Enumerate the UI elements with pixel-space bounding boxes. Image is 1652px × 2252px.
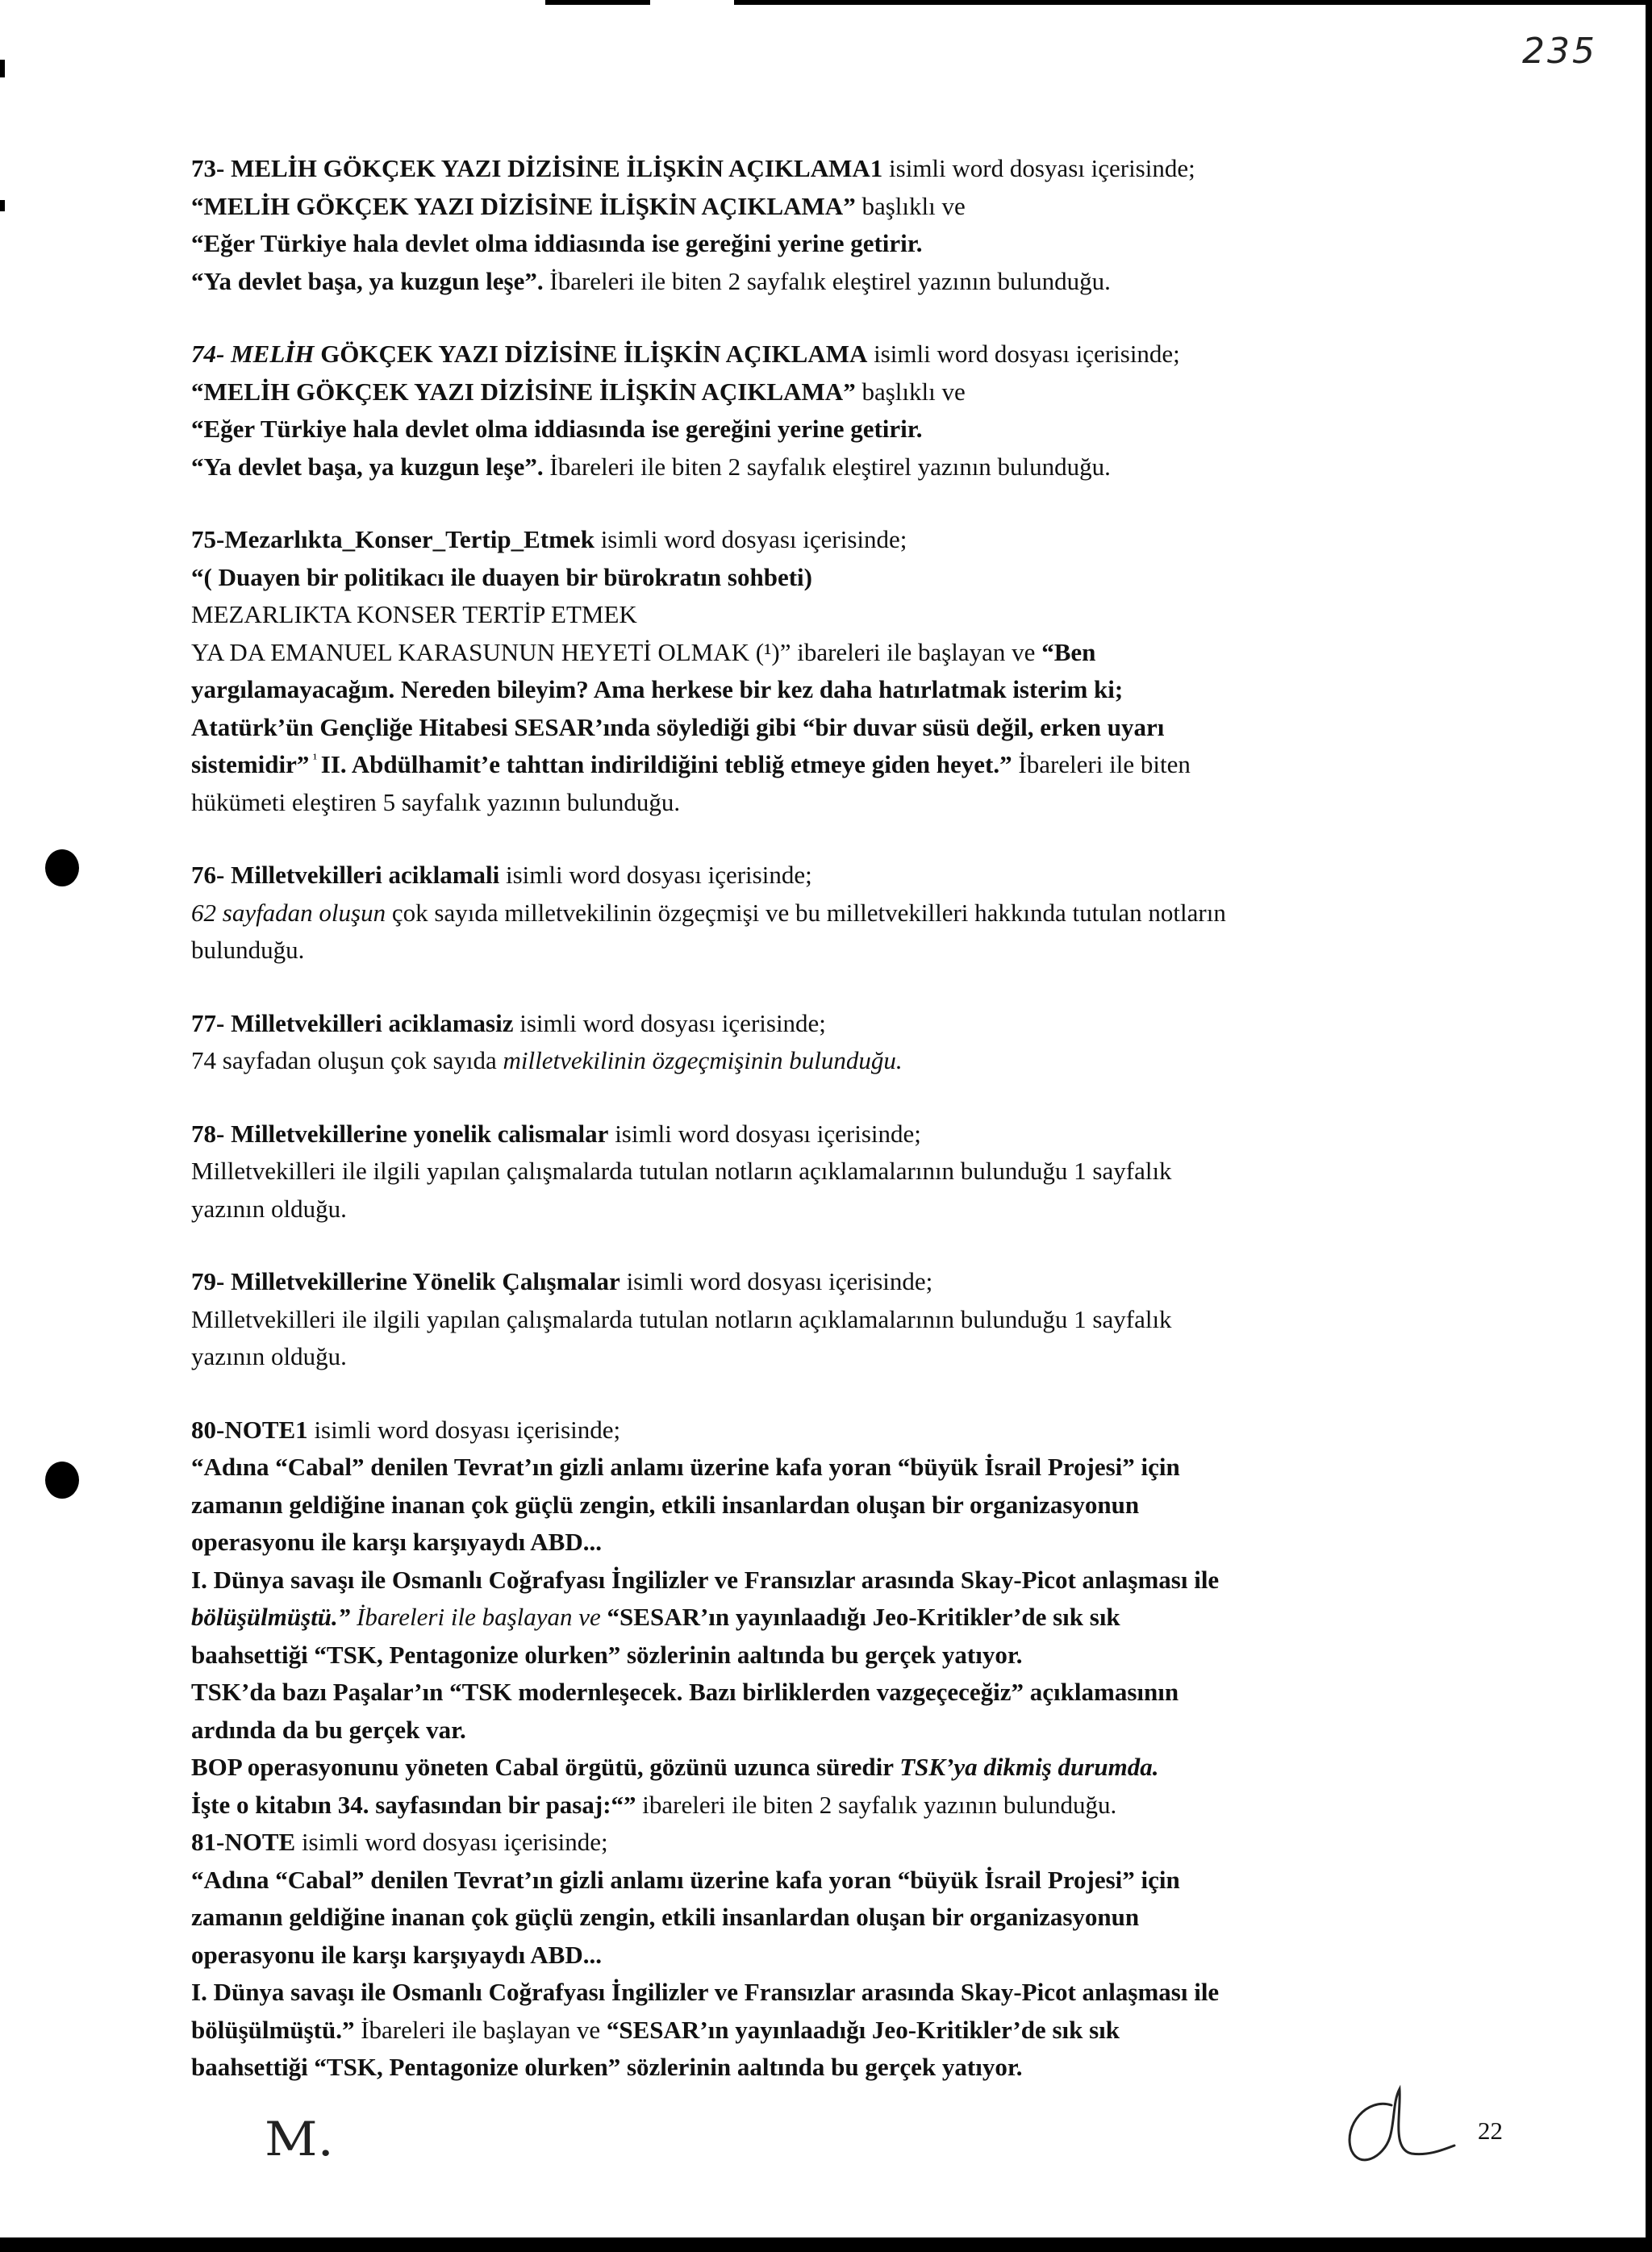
text-segment: “MELİH GÖKÇEK YAZI DİZİSİNE İLİŞKİN AÇIKLAMA” bbox=[191, 377, 856, 406]
file-entry bbox=[191, 336, 1502, 486]
text-segment: TSK’ya dikmiş durumda. bbox=[899, 1753, 1159, 1781]
text-segment: başlıklı ve bbox=[855, 377, 966, 406]
text-segment: operasyonu ile karşı karşıyaydı ABD... bbox=[191, 1940, 602, 1969]
text-segment: İbareleri ile başlayan ve bbox=[350, 1603, 607, 1631]
text-segment: bölüşülmüştü.” bbox=[191, 1603, 351, 1631]
text-line bbox=[191, 1412, 1502, 1449]
text-segment: “Ben bbox=[1041, 637, 1096, 666]
text-segment: isimli word dosyası içerisinde; bbox=[594, 525, 907, 553]
file-entry bbox=[191, 1263, 1502, 1376]
text-segment: 74- MELİH bbox=[191, 340, 315, 368]
punch-hole bbox=[45, 849, 79, 886]
text-segment: “Ya devlet başa, ya kuzgun leşe”. bbox=[191, 452, 544, 481]
text-segment: milletvekilinin özgeçmişinin bulunduğu. bbox=[503, 1046, 903, 1074]
text-line bbox=[191, 2049, 1502, 2087]
text-line bbox=[191, 1153, 1502, 1191]
text-line bbox=[191, 596, 1502, 634]
text-segment: ardında da bu gerçek var. bbox=[191, 1715, 466, 1744]
text-segment: “Eğer Türkiye hala devlet olma iddiasında ise gereğini yerine getirir. bbox=[191, 229, 923, 257]
text-segment: isimli word dosyası içerisinde; bbox=[882, 154, 1195, 182]
text-line bbox=[191, 784, 1502, 822]
text-segment: yazının olduğu. bbox=[191, 1342, 347, 1370]
text-segment: 62 sayfadan oluşun bbox=[191, 898, 386, 927]
file-entry bbox=[191, 1116, 1502, 1228]
text-line bbox=[191, 1974, 1502, 2012]
text-segment: MEZARLIKTA KONSER TERTİP ETMEK bbox=[191, 600, 637, 628]
text-line bbox=[191, 671, 1502, 709]
text-segment: “SESAR’ın yayınlaadığı Jeo-Kritikler’de sık sık bbox=[607, 1603, 1120, 1631]
text-line bbox=[191, 709, 1502, 747]
file-entry bbox=[191, 1824, 1502, 2087]
text-segment: “Eğer Türkiye hala devlet olma iddiasında ise gereğini yerine getirir. bbox=[191, 415, 923, 443]
text-segment: 81-NOTE bbox=[191, 1828, 296, 1856]
text-segment: isimli word dosyası içerisinde; bbox=[620, 1267, 933, 1295]
text-segment: BOP operasyonunu yöneten Cabal örgütü, gözünü uzunca süredir bbox=[191, 1753, 900, 1781]
text-segment: operasyonu ile karşı karşıyaydı ABD... bbox=[191, 1528, 602, 1556]
text-segment: bulunduğu. bbox=[191, 936, 305, 964]
text-line bbox=[191, 895, 1502, 932]
text-line bbox=[191, 1191, 1502, 1228]
text-line bbox=[191, 1862, 1502, 1900]
file-entry bbox=[191, 1412, 1502, 1825]
text-line bbox=[191, 634, 1502, 672]
text-segment: “MELİH GÖKÇEK YAZI DİZİSİNE İLİŞKİN AÇIKLAMA” bbox=[191, 191, 856, 220]
text-segment: “( Duayen bir politikacı ile duayen bir bürokratın sohbeti) bbox=[191, 562, 812, 591]
text-segment: isimli word dosyası içerisinde; bbox=[608, 1119, 921, 1148]
text-segment: Milletvekilleri ile ilgili yapılan çalışmalarda tutulan notların açıklamalarının bulunduğu 1 sayfalık bbox=[191, 1157, 1172, 1185]
text-line bbox=[191, 1899, 1502, 1937]
text-segment: “Adına “Cabal” denilen Tevrat’ın gizli anlamı üzerine kafa yoran “büyük İsrail Projesi” için bbox=[191, 1865, 1180, 1894]
text-segment: I. Dünya savaşı ile Osmanlı Coğrafyası İngilizler ve Fransızlar arasında Skay-Picot anlaşması ile bbox=[191, 1565, 1220, 1594]
text-line bbox=[191, 1824, 1502, 1862]
text-line bbox=[191, 1937, 1502, 1975]
text-segment: TSK’da bazı Paşalar’ın “TSK modernleşecek. Bazı birliklerden vazgeçeceğiz” açıklamasının bbox=[191, 1678, 1179, 1706]
file-entry bbox=[191, 1005, 1502, 1080]
text-segment: baahsettiği “TSK, Pentagonize olurken” sözlerinin aaltında bu gerçek yatıyor. bbox=[191, 2053, 1023, 2081]
file-entry bbox=[191, 857, 1502, 970]
text-line bbox=[191, 1524, 1502, 1562]
text-line bbox=[191, 448, 1502, 486]
text-segment: I. Dünya savaşı ile Osmanlı Coğrafyası İngilizler ve Fransızlar arasında Skay-Picot anlaşması ile bbox=[191, 1978, 1220, 2006]
text-line bbox=[191, 1637, 1502, 1674]
text-segment: İbareleri ile biten 2 sayfalık eleştirel yazının bulunduğu. bbox=[543, 452, 1111, 481]
text-line bbox=[191, 1599, 1502, 1637]
text-line bbox=[191, 1749, 1502, 1787]
text-segment: İbareleri ile biten 2 sayfalık eleştirel yazının bulunduğu. bbox=[543, 266, 1111, 295]
scan-mark bbox=[0, 60, 5, 77]
text-segment: yargılamayacağım. Nereden bileyim? Ama herkese bir kez daha hatırlatmak isterim ki; bbox=[191, 675, 1124, 703]
text-line bbox=[191, 521, 1502, 559]
text-segment: 79- Milletvekillerine Yönelik Çalışmalar bbox=[191, 1267, 620, 1295]
handwritten-page-number: 235 bbox=[1522, 31, 1597, 72]
text-segment: 76- Milletvekilleri aciklamali bbox=[191, 861, 500, 889]
text-segment: ibareleri ile başlayan ve bbox=[791, 637, 1042, 666]
text-segment: 78- Milletvekillerine yonelik calismalar bbox=[191, 1119, 609, 1148]
handwritten-initials: M. bbox=[265, 2112, 334, 2167]
text-line bbox=[191, 1263, 1502, 1301]
text-segment: yazının olduğu. bbox=[191, 1194, 347, 1223]
text-line bbox=[191, 2012, 1502, 2050]
text-segment: Atatürk’ün Gençliğe Hitabesi SESAR’ında söylediği gibi “bir duvar süsü değil, erken uyarı bbox=[191, 712, 1165, 741]
text-segment: “Ya devlet başa, ya kuzgun leşe”. bbox=[191, 266, 544, 295]
text-segment: başlıklı ve bbox=[855, 191, 966, 220]
text-line bbox=[191, 1116, 1502, 1153]
text-line bbox=[191, 411, 1502, 448]
text-line bbox=[191, 1005, 1502, 1043]
text-line bbox=[191, 1487, 1502, 1524]
text-segment: hükümeti eleştiren 5 sayfalık yazının bulunduğu. bbox=[191, 787, 681, 816]
page-number: 22 bbox=[1478, 2116, 1503, 2145]
text-segment: “Adına “Cabal” denilen Tevrat’ın gizli anlamı üzerine kafa yoran “büyük İsrail Projesi” için bbox=[191, 1453, 1180, 1481]
text-segment: sistemidir” bbox=[191, 750, 310, 778]
text-segment: bölüşülmüştü.” bbox=[191, 2015, 355, 2044]
text-line bbox=[191, 1787, 1502, 1825]
text-segment: YA DA EMANUEL KARASUNUN HEYETİ OLMAK (¹)” bbox=[191, 637, 791, 666]
top-scan-line bbox=[734, 0, 1652, 5]
file-entry bbox=[191, 521, 1502, 821]
text-segment: çok sayıda milletvekilinin özgeçmişi ve bu milletvekilleri hakkında tutulan notların bbox=[386, 898, 1226, 927]
text-line bbox=[191, 857, 1502, 895]
text-segment: 75-Mezarlıkta_Konser_Tertip_Etmek bbox=[191, 525, 594, 553]
text-segment: isimli word dosyası içerisinde; bbox=[867, 340, 1180, 368]
text-segment: “SESAR’ın yayınlaadığı Jeo-Kritikler’de sık sık bbox=[606, 2015, 1120, 2044]
text-segment: isimli word dosyası içerisinde; bbox=[295, 1828, 608, 1856]
text-segment: isimli word dosyası içerisinde; bbox=[307, 1415, 621, 1444]
text-segment: 74 sayfadan oluşun çok sayıda bbox=[191, 1046, 503, 1074]
text-segment: isimli word dosyası içerisinde; bbox=[499, 861, 812, 889]
text-segment: İbareleri ile biten bbox=[1012, 750, 1191, 778]
text-line bbox=[191, 746, 1502, 784]
text-line bbox=[191, 1338, 1502, 1376]
text-segment: ¹ bbox=[309, 750, 321, 767]
file-entry bbox=[191, 150, 1502, 300]
punch-hole bbox=[45, 1462, 79, 1499]
text-line bbox=[191, 932, 1502, 970]
text-line bbox=[191, 1674, 1502, 1712]
text-segment: İşte o kitabın 34. sayfasından bir pasaj:“” bbox=[191, 1790, 636, 1819]
text-line bbox=[191, 373, 1502, 411]
text-segment: Milletvekilleri ile ilgili yapılan çalışmalarda tutulan notların açıklamalarının bulunduğu 1 sayfalık bbox=[191, 1304, 1172, 1333]
text-line bbox=[191, 150, 1502, 188]
text-line bbox=[191, 1301, 1502, 1339]
text-segment: GÖKÇEK YAZI DİZİSİNE İLİŞKİN AÇIKLAMA bbox=[314, 340, 868, 368]
document-body bbox=[191, 150, 1502, 2087]
handwritten-signature bbox=[1335, 2081, 1456, 2178]
text-line bbox=[191, 1449, 1502, 1487]
text-segment: 73- MELİH GÖKÇEK YAZI DİZİSİNE İLİŞKİN AÇIKLAMA1 bbox=[191, 154, 883, 182]
text-line bbox=[191, 225, 1502, 263]
text-line bbox=[191, 1712, 1502, 1749]
text-segment: zamanın geldiğine inanan çok güçlü zengin, etkili insanlardan oluşan bir organizasyonun bbox=[191, 1903, 1140, 1931]
text-segment: ibareleri ile biten 2 sayfalık yazının bulunduğu. bbox=[636, 1790, 1117, 1819]
scan-mark bbox=[0, 200, 5, 211]
text-segment: isimli word dosyası içerisinde; bbox=[513, 1008, 826, 1037]
text-line bbox=[191, 263, 1502, 301]
text-segment: zamanın geldiğine inanan çok güçlü zengin, etkili insanlardan oluşan bir organizasyonun bbox=[191, 1490, 1140, 1519]
top-scan-line bbox=[545, 0, 650, 5]
text-segment: II. Abdülhamit’e tahttan indirildiğini tebliğ etmeye giden heyet.” bbox=[320, 750, 1012, 778]
text-line bbox=[191, 336, 1502, 373]
text-segment: 77- Milletvekilleri aciklamasiz bbox=[191, 1008, 514, 1037]
text-line bbox=[191, 559, 1502, 597]
text-line bbox=[191, 1562, 1502, 1599]
text-segment: baahsettiği “TSK, Pentagonize olurken” sözlerinin aaltında bu gerçek yatıyor. bbox=[191, 1640, 1023, 1669]
text-line bbox=[191, 188, 1502, 226]
text-segment: İbareleri ile başlayan ve bbox=[354, 2015, 607, 2044]
text-line bbox=[191, 1042, 1502, 1080]
text-segment: 80-NOTE1 bbox=[191, 1415, 308, 1444]
